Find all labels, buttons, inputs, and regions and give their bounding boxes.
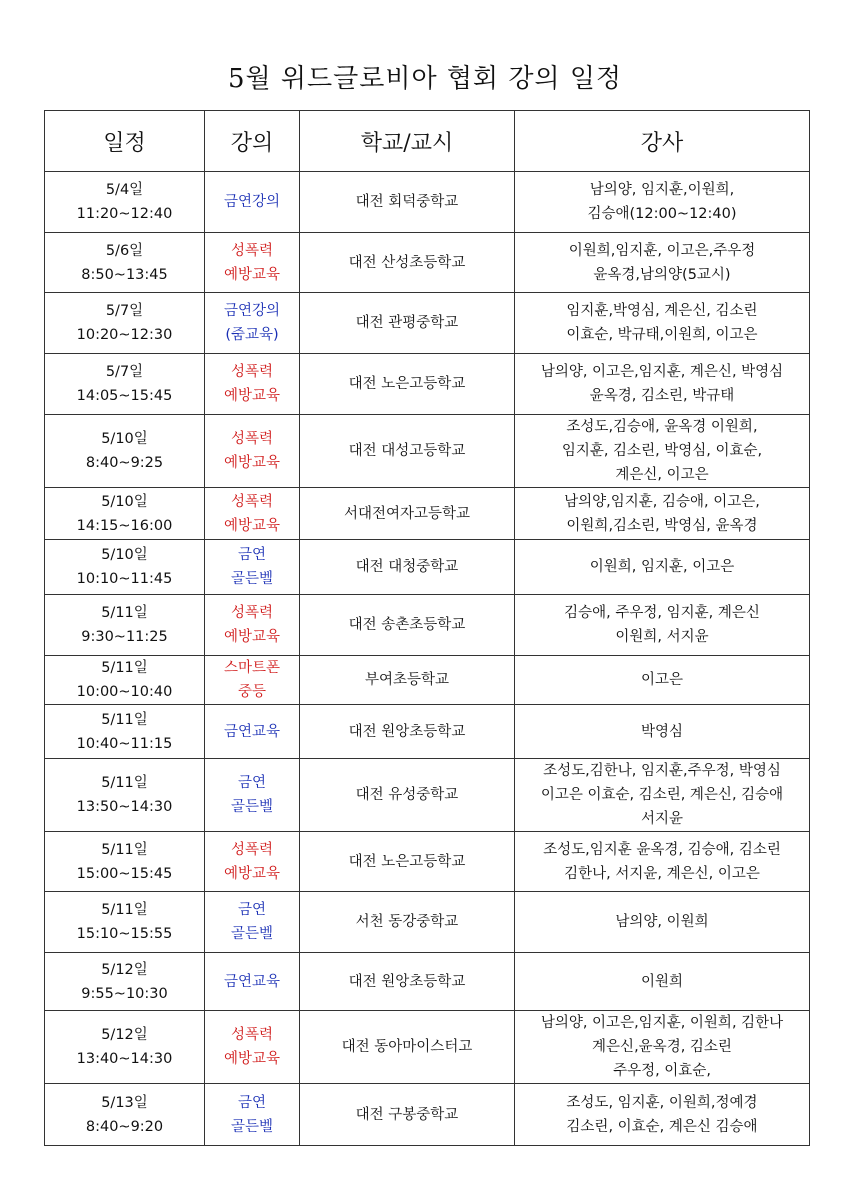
instructors-cell xyxy=(515,953,810,1011)
instructors-text: 계은신,윤옥경, 김소린 xyxy=(592,1039,732,1055)
instructors-text: 이원희, 서지윤 xyxy=(615,629,709,645)
time-text: 10:00~10:40 xyxy=(76,684,173,700)
instructors-text: 윤옥경, 김소린, 박규태 xyxy=(589,388,735,404)
instructors-cell xyxy=(515,540,810,595)
instructors-text: 김승애, 주우정, 임지훈, 계은신 xyxy=(564,605,760,621)
subject-text: 예방교육 xyxy=(223,1051,281,1067)
date-cell xyxy=(45,540,205,595)
time-text: 13:50~14:30 xyxy=(76,799,173,815)
subject-text: 금연강의 xyxy=(223,194,281,210)
schedule-table xyxy=(44,110,810,1146)
table-row xyxy=(45,354,810,415)
header-instructors: 강사 xyxy=(515,111,810,172)
time-text: 8:40~9:25 xyxy=(85,455,164,471)
date-text: 5/11일 xyxy=(101,775,148,791)
school-text: 대전 송촌초등학교 xyxy=(348,617,466,633)
instructors-text: 남의양, 이원희 xyxy=(615,914,709,930)
time-text: 15:10~15:55 xyxy=(76,926,173,942)
time-text: 9:55~10:30 xyxy=(81,985,168,1002)
time-text: 14:15~16:00 xyxy=(76,517,173,534)
table-row xyxy=(45,832,810,892)
school-text: 부여초등학교 xyxy=(364,672,450,688)
instructors-cell xyxy=(515,354,810,415)
time-text: 11:20~12:40 xyxy=(76,206,173,222)
school-cell xyxy=(300,1011,515,1084)
table-row xyxy=(45,293,810,354)
instructors-text: 박영심 xyxy=(640,723,684,740)
subject-cell xyxy=(205,488,300,540)
date-cell xyxy=(45,953,205,1011)
subject-cell xyxy=(205,540,300,595)
instructors-text: 조성도,임지훈 윤옥경, 김승애, 김소린 xyxy=(543,841,781,858)
subject-cell xyxy=(205,705,300,759)
date-cell xyxy=(45,1084,205,1146)
date-text: 5/13일 xyxy=(101,1094,148,1111)
instructors-cell xyxy=(515,759,810,832)
date-cell xyxy=(45,759,205,832)
time-text: 10:40~11:15 xyxy=(76,735,173,752)
table-row xyxy=(45,1011,810,1084)
subject-text: 성폭력 xyxy=(230,431,274,447)
date-cell xyxy=(45,172,205,233)
table-row xyxy=(45,595,810,656)
time-text: 8:50~13:45 xyxy=(81,266,168,283)
school-text: 대전 대청중학교 xyxy=(355,559,459,575)
date-text: 5/12일 xyxy=(101,961,148,978)
instructors-cell xyxy=(515,1084,810,1146)
table-row xyxy=(45,892,810,953)
date-cell xyxy=(45,415,205,488)
instructors-cell xyxy=(515,233,810,293)
school-text: 대전 노은고등학교 xyxy=(348,853,466,870)
subject-text: 중등 xyxy=(237,684,266,700)
date-text: 5/11일 xyxy=(101,605,148,621)
time-text: 14:05~15:45 xyxy=(76,388,173,404)
date-cell xyxy=(45,354,205,415)
time-text: 8:40~9:20 xyxy=(85,1118,164,1135)
subject-text: 금연 xyxy=(237,547,266,563)
time-text: 13:40~14:30 xyxy=(76,1051,173,1067)
subject-text: 예방교육 xyxy=(223,865,281,882)
subject-text: 금연 xyxy=(237,1094,266,1111)
header-row xyxy=(45,111,810,172)
subject-text: 예방교육 xyxy=(223,388,281,404)
subject-text: 금연교육 xyxy=(223,723,281,740)
instructors-text: 김한나, 서지윤, 계은신, 이고은 xyxy=(564,865,760,882)
subject-text: 골든벨 xyxy=(230,926,274,942)
date-cell xyxy=(45,892,205,953)
date-text: 5/7일 xyxy=(105,303,144,319)
instructors-cell xyxy=(515,1011,810,1084)
instructors-text: 계은신, 이고은 xyxy=(615,467,709,483)
subject-cell xyxy=(205,172,300,233)
school-text: 서천 동강중학교 xyxy=(355,914,459,930)
school-cell xyxy=(300,953,515,1011)
instructors-text: 조성도,김한나, 임지훈,주우정, 박영심 xyxy=(543,763,781,779)
instructors-text: 이원희, 임지훈, 이고은 xyxy=(589,559,735,575)
date-text: 5/12일 xyxy=(101,1027,148,1043)
table-row xyxy=(45,759,810,832)
subject-text: 골든벨 xyxy=(230,799,274,815)
header-subject: 강의 xyxy=(205,111,300,172)
school-cell xyxy=(300,354,515,415)
date-text: 5/10일 xyxy=(101,431,148,447)
instructors-cell xyxy=(515,293,810,354)
subject-cell xyxy=(205,1084,300,1146)
instructors-text: 조성도, 임지훈, 이원희,정예경 xyxy=(566,1094,758,1111)
subject-cell xyxy=(205,354,300,415)
instructors-cell xyxy=(515,892,810,953)
subject-text: 성폭력 xyxy=(230,364,274,380)
instructors-cell xyxy=(515,488,810,540)
instructors-text: 이고은 xyxy=(640,672,684,688)
subject-text: (줌교육) xyxy=(225,327,279,343)
instructors-text: 이고은 이효순, 김소린, 계은신, 김승애 xyxy=(540,787,784,803)
subject-text: 금연 xyxy=(237,902,266,918)
date-text: 5/11일 xyxy=(101,902,148,918)
subject-cell xyxy=(205,1011,300,1084)
header-school: 학교/교시 xyxy=(300,111,515,172)
instructors-text: 주우정, 이효순, xyxy=(613,1063,711,1079)
school-cell xyxy=(300,172,515,233)
school-cell xyxy=(300,293,515,354)
school-text: 대전 대성고등학교 xyxy=(348,443,466,459)
date-cell xyxy=(45,705,205,759)
subject-text: 예방교육 xyxy=(223,266,281,283)
date-cell xyxy=(45,832,205,892)
school-cell xyxy=(300,415,515,488)
instructors-text: 서지윤 xyxy=(640,811,684,827)
school-text: 대전 유성중학교 xyxy=(355,787,459,803)
school-cell xyxy=(300,656,515,705)
header-date: 일정 xyxy=(45,111,205,172)
subject-text: 금연 xyxy=(237,775,266,791)
date-cell xyxy=(45,595,205,656)
school-text: 대전 관평중학교 xyxy=(355,315,459,331)
school-text: 대전 회덕중학교 xyxy=(355,194,459,210)
instructors-cell xyxy=(515,415,810,488)
page-title: 5월 위드글로비아 협회 강의 일정 xyxy=(227,64,623,94)
school-text: 대전 노은고등학교 xyxy=(348,376,466,392)
school-cell xyxy=(300,705,515,759)
date-text: 5/7일 xyxy=(105,364,144,380)
school-cell xyxy=(300,1084,515,1146)
date-text: 5/11일 xyxy=(101,841,148,858)
table-row xyxy=(45,953,810,1011)
subject-cell xyxy=(205,595,300,656)
school-text: 대전 원앙초등학교 xyxy=(348,973,466,990)
instructors-text: 김소린, 이효순, 계은신 김승애 xyxy=(566,1118,758,1135)
table-row xyxy=(45,540,810,595)
instructors-cell xyxy=(515,705,810,759)
table-row xyxy=(45,1084,810,1146)
school-cell xyxy=(300,540,515,595)
table-row xyxy=(45,172,810,233)
subject-cell xyxy=(205,953,300,1011)
school-text: 대전 구봉중학교 xyxy=(355,1106,459,1123)
table-row xyxy=(45,415,810,488)
subject-cell xyxy=(205,832,300,892)
subject-text: 스마트폰 xyxy=(223,660,281,676)
instructors-text: 조성도,김승애, 윤옥경 이원희, xyxy=(566,419,758,435)
table-row xyxy=(45,488,810,540)
school-cell xyxy=(300,595,515,656)
subject-text: 예방교육 xyxy=(223,455,281,471)
instructors-text: 이원희,임지훈, 이고은,주우정 xyxy=(568,242,756,259)
date-cell xyxy=(45,656,205,705)
time-text: 15:00~15:45 xyxy=(76,865,173,882)
date-text: 5/10일 xyxy=(101,547,148,563)
instructors-text: 남의양,임지훈, 김승애, 이고은, xyxy=(564,493,760,510)
subject-text: 성폭력 xyxy=(230,841,274,858)
subject-cell xyxy=(205,233,300,293)
instructors-text: 김승애(12:00~12:40) xyxy=(587,206,737,222)
date-text: 5/10일 xyxy=(101,493,148,510)
subject-text: 금연교육 xyxy=(223,973,281,990)
instructors-cell xyxy=(515,595,810,656)
instructors-text: 윤옥경,남의양(5교시) xyxy=(593,266,731,283)
instructors-cell xyxy=(515,832,810,892)
instructors-text: 남의양, 이고은,임지훈, 계은신, 박영심 xyxy=(540,364,784,380)
instructors-text: 이원희,김소린, 박영심, 윤옥경 xyxy=(566,517,758,534)
instructors-cell xyxy=(515,656,810,705)
subject-cell xyxy=(205,293,300,354)
subject-text: 금연강의 xyxy=(223,303,281,319)
school-cell xyxy=(300,759,515,832)
date-cell xyxy=(45,293,205,354)
subject-text: 골든벨 xyxy=(230,1118,274,1135)
subject-cell xyxy=(205,759,300,832)
table-row xyxy=(45,656,810,705)
time-text: 9:30~11:25 xyxy=(81,629,168,645)
school-text: 대전 원앙초등학교 xyxy=(348,723,466,740)
date-cell xyxy=(45,1011,205,1084)
instructors-text: 임지훈,박영심, 계은신, 김소린 xyxy=(566,303,758,319)
date-text: 5/11일 xyxy=(101,660,148,676)
instructors-cell xyxy=(515,172,810,233)
table-row xyxy=(45,233,810,293)
date-text: 5/6일 xyxy=(105,242,144,259)
date-text: 5/11일 xyxy=(101,711,148,728)
subject-cell xyxy=(205,656,300,705)
instructors-text: 이원희 xyxy=(640,973,684,990)
time-text: 10:10~11:45 xyxy=(76,571,173,587)
school-text: 서대전여자고등학교 xyxy=(343,505,471,522)
school-cell xyxy=(300,233,515,293)
subject-text: 예방교육 xyxy=(223,517,281,534)
school-cell xyxy=(300,488,515,540)
instructors-text: 남의양, 이고은,임지훈, 이원희, 김한나 xyxy=(540,1015,784,1031)
subject-text: 성폭력 xyxy=(230,1027,274,1043)
school-cell xyxy=(300,892,515,953)
subject-text: 예방교육 xyxy=(223,629,281,645)
school-text: 대전 산성초등학교 xyxy=(348,254,466,271)
time-text: 10:20~12:30 xyxy=(76,327,173,343)
subject-text: 성폭력 xyxy=(230,493,274,510)
school-text: 대전 동아마이스터고 xyxy=(341,1039,473,1055)
date-cell xyxy=(45,488,205,540)
subject-text: 골든벨 xyxy=(230,571,274,587)
subject-text: 성폭력 xyxy=(230,605,274,621)
school-cell xyxy=(300,832,515,892)
instructors-text: 남의양, 임지훈,이원희, xyxy=(589,182,735,198)
date-text: 5/4일 xyxy=(105,182,144,198)
table-row xyxy=(45,705,810,759)
instructors-text: 이효순, 박규태,이원희, 이고은 xyxy=(566,327,758,343)
subject-cell xyxy=(205,892,300,953)
subject-cell xyxy=(205,415,300,488)
date-cell xyxy=(45,233,205,293)
instructors-text: 임지훈, 김소린, 박영심, 이효순, xyxy=(561,443,763,459)
subject-text: 성폭력 xyxy=(230,242,274,259)
